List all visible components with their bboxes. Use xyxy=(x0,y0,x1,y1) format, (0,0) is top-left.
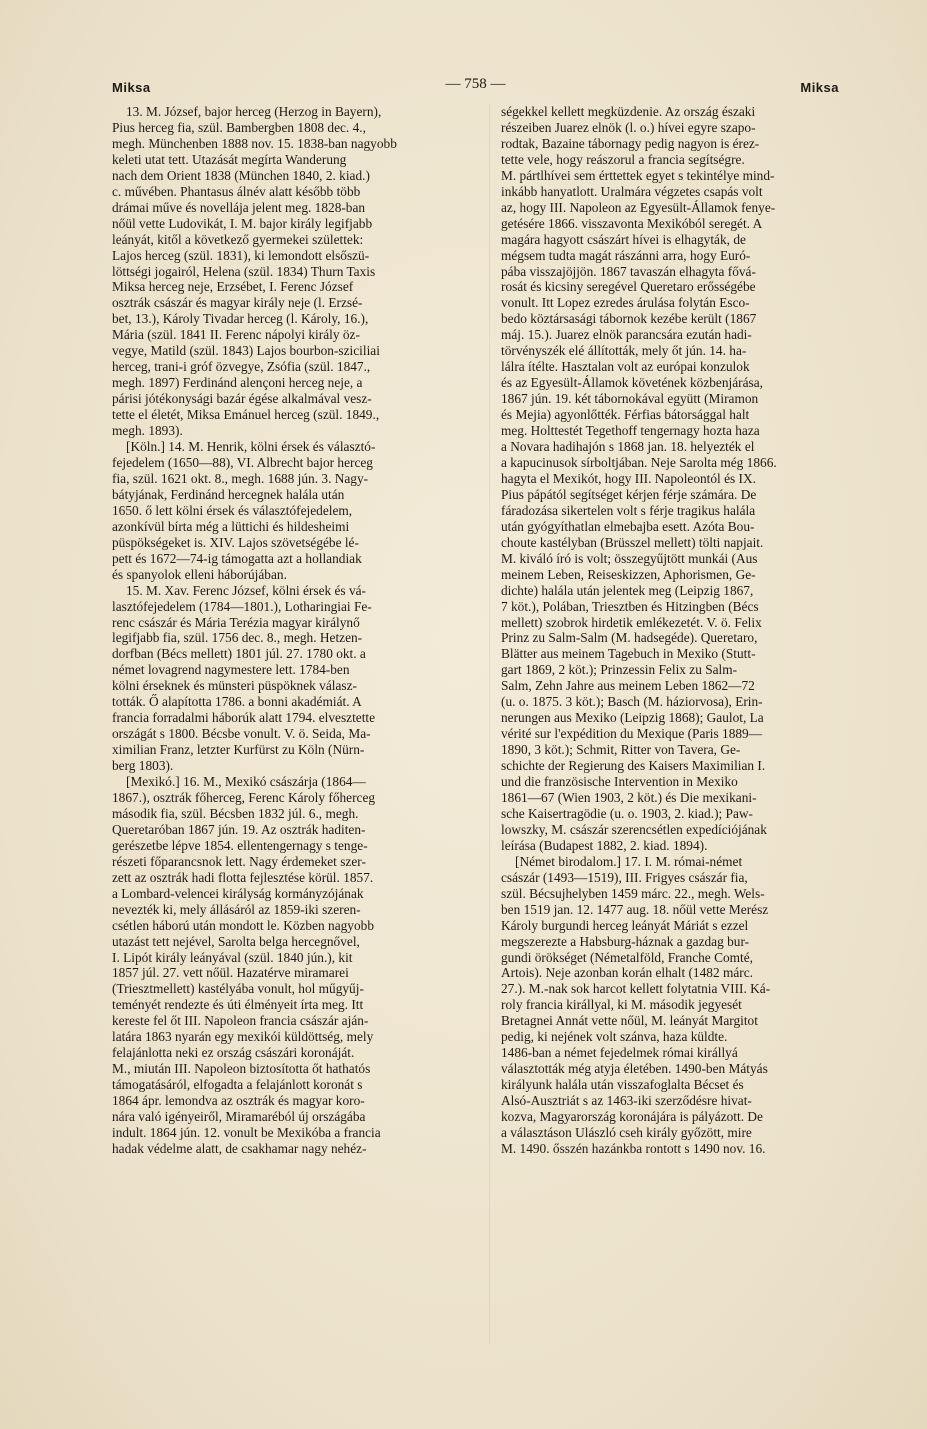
text-line: a Novara hadihajón s 1868 jan. 18. helyezték el xyxy=(501,439,755,455)
text-line: [Köln.] 14. M. Henrik, kölni érsek és választó- xyxy=(126,439,376,455)
text-line: lasztófejedelem (1784—1801.), Lotharingiai Fe- xyxy=(112,598,372,614)
text-line: részeti főparancsnok lett. Nagy érdemeket szer- xyxy=(112,853,366,869)
text-line: pedig, ki nejének volt szánva, haza küldte. xyxy=(501,1029,728,1045)
text-line: 13. M. József, bajor herceg (Herzog in Bayern), xyxy=(126,104,382,119)
right-column xyxy=(501,104,846,1157)
text-line: indult. 1864 jún. 12. vonult be Mexikóba a francia xyxy=(112,1125,381,1140)
text-line: 1486-ban a német fejedelmek római királlyá xyxy=(501,1045,738,1061)
text-line: csétlen háború után mondott le. Közben nagyobb xyxy=(112,917,374,933)
text-line: 27.). M.-nak sok harcot kellett folytatnia VIII. Ká- xyxy=(501,981,771,997)
text-line: 1867.), osztrák főherceg, Ferenc Károly főherceg xyxy=(112,789,376,805)
text-line: keleti utat tett. Utazását megírta Wanderung xyxy=(112,151,347,167)
text-line: és az Egyesült-Államok követének közbenjárása, xyxy=(501,375,763,391)
text-line: Artois). Neje azonban korán elhalt (1482 márc. xyxy=(501,965,753,981)
text-line: legifjabb fia, szül. 1756 dec. 8., megh. Hetzen- xyxy=(112,630,363,646)
text-line: roly francia királlyal, ki M. második jegyesét xyxy=(501,997,742,1013)
text-line: fejedelem (1650—88), VI. Albrecht bajor herceg xyxy=(112,454,373,470)
text-line: megh. 1897) Ferdinánd alençoni herceg neje, a xyxy=(112,375,363,391)
text-line: francia forradalmi háborúk alatt 1794. elvesztette xyxy=(112,710,376,726)
text-line: hadak védelme alatt, de csakhamar nagy nehéz- xyxy=(112,1140,367,1156)
text-line: császár (1493—1519), III. Frigyes császár fia, xyxy=(501,869,748,885)
text-line: megh. 1893). xyxy=(112,423,183,439)
text-line: megh. Münchenben 1888 nov. 15. 1838-ban nagyobb xyxy=(112,135,397,151)
text-line: az, hogy III. Napoleon az Egyesült-Államok fenye- xyxy=(501,199,776,215)
text-line: und die französische Intervention in Mexiko xyxy=(501,774,738,790)
text-line: püspökségeket is. XIV. Lajos szövetségébe lé- xyxy=(112,534,359,550)
text-line: Bretagnei Annát vette nőül, M. leányát Margitot xyxy=(501,1013,758,1029)
text-line: nőül vette Ludovikát, I. M. bajor király legifjabb xyxy=(112,215,373,231)
text-line: nevezték ki, mely állásáról az 1859-iki szeren- xyxy=(112,901,361,917)
text-line: Prinz zu Salm-Salm (M. hadsegéde). Queretaro, xyxy=(501,630,758,646)
text-line: után gyógyíthatlan elmebajba esett. Azóta Bou- xyxy=(501,518,755,534)
text-line: Pius herceg fia, szül. Bambergben 1808 dec. 4., xyxy=(112,119,366,135)
text-line: M. 1490. ősszén hazánkba rontott s 1490 nov. 16. xyxy=(501,1140,766,1156)
text-line: Károly burgundi herceg leányát Máriát s ezzel xyxy=(501,917,749,933)
text-line: c. művében. Phantasus álnév alatt később több xyxy=(112,183,361,199)
text-line: 15. M. Xav. Ferenc József, kölni érsek és vá- xyxy=(126,582,366,598)
text-line: azonkívül bírta még a lüttichi és hildesheimi xyxy=(112,518,350,534)
text-line: Alsó-Ausztriát s az 1463-iki szerződésre hivat- xyxy=(501,1093,752,1109)
text-line: pett és 1672—74-ig támogatta azt a hollandiak xyxy=(112,550,362,566)
text-line: dorfban (Bécs mellett) 1801 júl. 27. 1780 okt. a xyxy=(112,646,366,662)
text-line: gundi örökséget (Németalföld, Franche Comté, xyxy=(501,949,753,965)
text-line: tette vele, hogy reászorul a francia segítségre. xyxy=(501,151,745,167)
text-line: meinem Leben, Reiseskizzen, Aphorismen, Ge- xyxy=(501,566,756,582)
text-line: getésére 1866. visszavonta Mexikóból seregét. A xyxy=(501,215,763,231)
text-line: gart 1869, 2 köt.); Prinzessin Felix zu Salm- xyxy=(501,662,738,678)
text-line: 1867 jún. 19. két tábornokával együtt (Miramon xyxy=(501,391,759,407)
text-line: fia, szül. 1621 okt. 8., megh. 1688 jún. 3. Nagy- xyxy=(112,470,369,486)
text-line: lálra ítélte. Hasztalan volt az európai konzulok xyxy=(501,359,750,375)
text-line: latára 1863 nyarán egy mexikói küldöttség, mely xyxy=(112,1029,374,1045)
page-number: — 758 — xyxy=(445,76,506,92)
text-line: kölni érseknek és münsteri püspöknek válasz- xyxy=(112,678,357,694)
text-line: M. kiváló író is volt; összegyűjtött munkái (Aus xyxy=(501,550,758,566)
text-line: drámai műve és novellája jelent meg. 1828-ban xyxy=(112,199,366,215)
text-line: ximilian Franz, letzter Kurfürst zu Köln (Nürn- xyxy=(112,742,365,758)
text-line: (Triesztmellett) kastélyába vonult, hol műgyűj- xyxy=(112,981,364,997)
text-line: fáradozása sikertelen volt s férje tragikus halála xyxy=(501,502,756,518)
text-line: schichte der Regierung des Kaisers Maximilian I. xyxy=(501,758,766,774)
text-line: (u. o. 1875. 3 köt.); Basch (M. háziorvosa), Erin- xyxy=(501,694,763,710)
text-line: utazást tett nejével, Sarolta belga hercegnővel, xyxy=(112,933,360,949)
text-line: mellett) szobrok hirdetik emlékezetét. V. ö. Felix xyxy=(501,614,762,630)
text-line: 1857 júl. 27. vett nőül. Hazatérve miramarei xyxy=(112,965,349,981)
text-line: a kapucinusok sírboltjában. Neje Sarolta még 1866. xyxy=(501,454,777,470)
text-line: Blätter aus meinem Tagebuch in Mexiko (Stutt- xyxy=(501,646,756,662)
text-line: lowszky, M. császár szerencsétlen expedíciójának xyxy=(501,821,767,837)
text-line: löttségi jogairól, Helena (szül. 1834) Thurn Taxis xyxy=(112,263,376,279)
text-line: bedo köztársasági tábornok kezébe került (1867 xyxy=(501,311,757,327)
text-line: ségekkel kellett megküzdenie. Az ország északi xyxy=(501,104,756,119)
text-line: rodtak, Bazaine tábornagy pedig nagyon is érez- xyxy=(501,135,760,151)
text-line: támogatásáról, elfogadta a felajánlott koronát s xyxy=(112,1077,363,1093)
text-line: choute kastélyban (Brüsszel mellett) tölti napjait. xyxy=(501,534,764,550)
text-line: Mária (szül. 1841 II. Ferenc nápolyi király öz- xyxy=(112,327,360,343)
text-line: 1864 ápr. lemondva az osztrák és magyar koro- xyxy=(112,1093,365,1109)
text-line: vérité sur l'expédition du Mexique (Paris 1889— xyxy=(501,726,763,742)
text-line: nára való igényeiről, Miramaréból új országába xyxy=(112,1109,366,1125)
text-line: berg 1803). xyxy=(112,758,174,774)
text-line: hagyta el Mexikót, hogy III. Napoleontól és IX. xyxy=(501,470,756,486)
text-line: M. pártlhívei sem érttettek egyet s tekintélye mind- xyxy=(501,167,775,183)
text-line: I. Lipót király leányával (szül. 1840 jún.), kit xyxy=(112,949,353,965)
text-line: gerészetbe lépve 1854. ellentengernagy s tenge- xyxy=(112,837,368,853)
text-line: Pius pápától segítséget kérjen férje számára. De xyxy=(501,486,757,502)
text-line: kozva, Magyarország koronájára is pályázott. De xyxy=(501,1109,763,1125)
text-line: vegye, Matild (szül. 1843) Lajos bourbon-sziciliai xyxy=(112,343,380,359)
text-line: meg. Holttestét Tegethoff tengernagy hozta haza xyxy=(501,423,760,439)
header-right-word: Miksa xyxy=(800,80,839,95)
text-line: párisi jótékonysági bazár égése alkalmával vesz- xyxy=(112,391,372,407)
text-line: tette el életét, Miksa Emánuel herceg (szül. 1849., xyxy=(112,407,380,423)
text-line: sche Kaisertragödie (u. o. 1903, 2. kiad.); Paw- xyxy=(501,805,753,821)
text-line: a választáson Ulászló cseh király győzött, mire xyxy=(501,1125,752,1140)
text-line: nerungen aus Mexiko (Leipzig 1868); Gaulot, La xyxy=(501,710,764,726)
text-line: második fia, szül. Bécsben 1832 júl. 6., megh. xyxy=(112,805,359,821)
text-line: dichte) halála után jelentek meg (Leipzig 1867, xyxy=(501,582,754,598)
text-line: Miksa herceg neje, Erzsébet, I. Ferenc József xyxy=(112,279,354,295)
text-line: mégsem tudta magát rászánni arra, hogy Euró- xyxy=(501,247,751,263)
text-line: leírása (Budapest 1882, 2. kiad. 1894). xyxy=(501,837,708,853)
text-line: megszerezte a Habsburg-háznak a gazdag bur- xyxy=(501,933,750,949)
text-line: bátyjának, Ferdinánd hercegnek halála után xyxy=(112,486,345,502)
left-column xyxy=(112,104,490,1157)
text-line: és spanyolok elleni háborújában. xyxy=(112,566,287,582)
text-line: magára hagyott császárt hívei is elhagyták, de xyxy=(501,231,746,247)
text-line: és Mejia) agyonlőtték. Férfias bátorsággal halt xyxy=(501,407,750,423)
text-line: leányát, kitől a következő gyermekei születtek: xyxy=(112,231,364,247)
text-line: részeiben Juarez elnök (l. o.) hívei egyre szapo- xyxy=(501,119,756,135)
text-line: Lajos herceg (szül. 1831), ki lemondott elsőszü- xyxy=(112,247,370,263)
text-line: bet, 13.), Károly Tivadar herceg (l. Károly, 16.), xyxy=(112,311,369,327)
text-line: kereste fel őt III. Napoleon francia császár aján- xyxy=(112,1013,369,1029)
text-line: Queretaróban 1867 jún. 19. Az osztrák haditen- xyxy=(112,821,366,837)
text-line: M., miután III. Napoleon biztosította őt hathatós xyxy=(112,1061,371,1077)
text-line: 1650. ő lett kölni érsek és választófejedelem, xyxy=(112,502,353,518)
text-line: szül. Bécsujhelyben 1459 márc. 22., megh. Wels- xyxy=(501,885,765,901)
text-line: 1890, 3 köt.); Schmit, Ritter von Tavera, Ge- xyxy=(501,742,741,758)
text-line: tották. Ő alapította 1786. a bonni akadémiát. A xyxy=(112,694,362,710)
text-line: választották még atyja életében. 1490-ben Mátyás xyxy=(501,1061,768,1077)
text-line: nach dem Orient 1838 (München 1840, 2. kiad.) xyxy=(112,167,370,183)
text-line: 1861—67 (Wien 1903, 2 köt.) és Die mexikani- xyxy=(501,789,757,805)
header-left-word: Miksa xyxy=(112,80,151,95)
text-line: [Mexikó.] 16. M., Mexikó császárja (1864— xyxy=(126,774,366,790)
text-line: ben 1519 jan. 12. 1477 aug. 18. nőül vette Merész xyxy=(501,901,769,917)
text-line: osztrák császár és magyar király neje (l. Erzsé- xyxy=(112,295,363,311)
text-line: országát s 1800. Bécsbe vonult. V. ö. Seida, Ma- xyxy=(112,726,371,742)
text-line: vonult. Itt Lopez ezredes árulása folytán Esco- xyxy=(501,295,750,311)
text-line: zett az osztrák hadi flotta fejlesztése körül. 1857. xyxy=(112,869,374,885)
text-line: máj. 15.). Juarez elnök parancsára ezután hadi- xyxy=(501,327,752,343)
text-line: pába visszajöjjön. 1867 tavaszán elhagyta fővá- xyxy=(501,263,756,279)
text-line: törvényszék elé állították, mely őt jún. 14. ha- xyxy=(501,343,747,359)
text-line: inkább hanyatlott. Uralmára végzetes csapás volt xyxy=(501,183,763,199)
text-line: német lovagrend nagymestere lett. 1784-ben xyxy=(112,662,350,678)
text-line: herceg, trani-i gróf özvegye, Zsófia (szül. 1847., xyxy=(112,359,371,375)
text-line: 7 köt.), Polában, Triesztben és Hitzingben (Bécs xyxy=(501,598,759,614)
text-line: teményét rendezte és úti élményeit írta meg. Itt xyxy=(112,997,364,1013)
text-line: Salm, Zehn Jahre aus meinem Leben 1862—72 xyxy=(501,678,755,694)
text-line: renc császár és Mária Terézia magyar királynő xyxy=(112,614,360,630)
text-line: királyunk halála után visszafoglalta Bécset és xyxy=(501,1077,744,1093)
text-line: felajánlotta neki ez ország császári koronáját. xyxy=(112,1045,355,1061)
text-line: [Német birodalom.] 17. I. M. római-német xyxy=(515,853,743,869)
text-line: a Lombard-velencei királyság kormányzójának xyxy=(112,885,364,901)
text-line: rosát és kicsiny seregével Queretaro erősségébe xyxy=(501,279,756,295)
running-header xyxy=(112,76,839,98)
